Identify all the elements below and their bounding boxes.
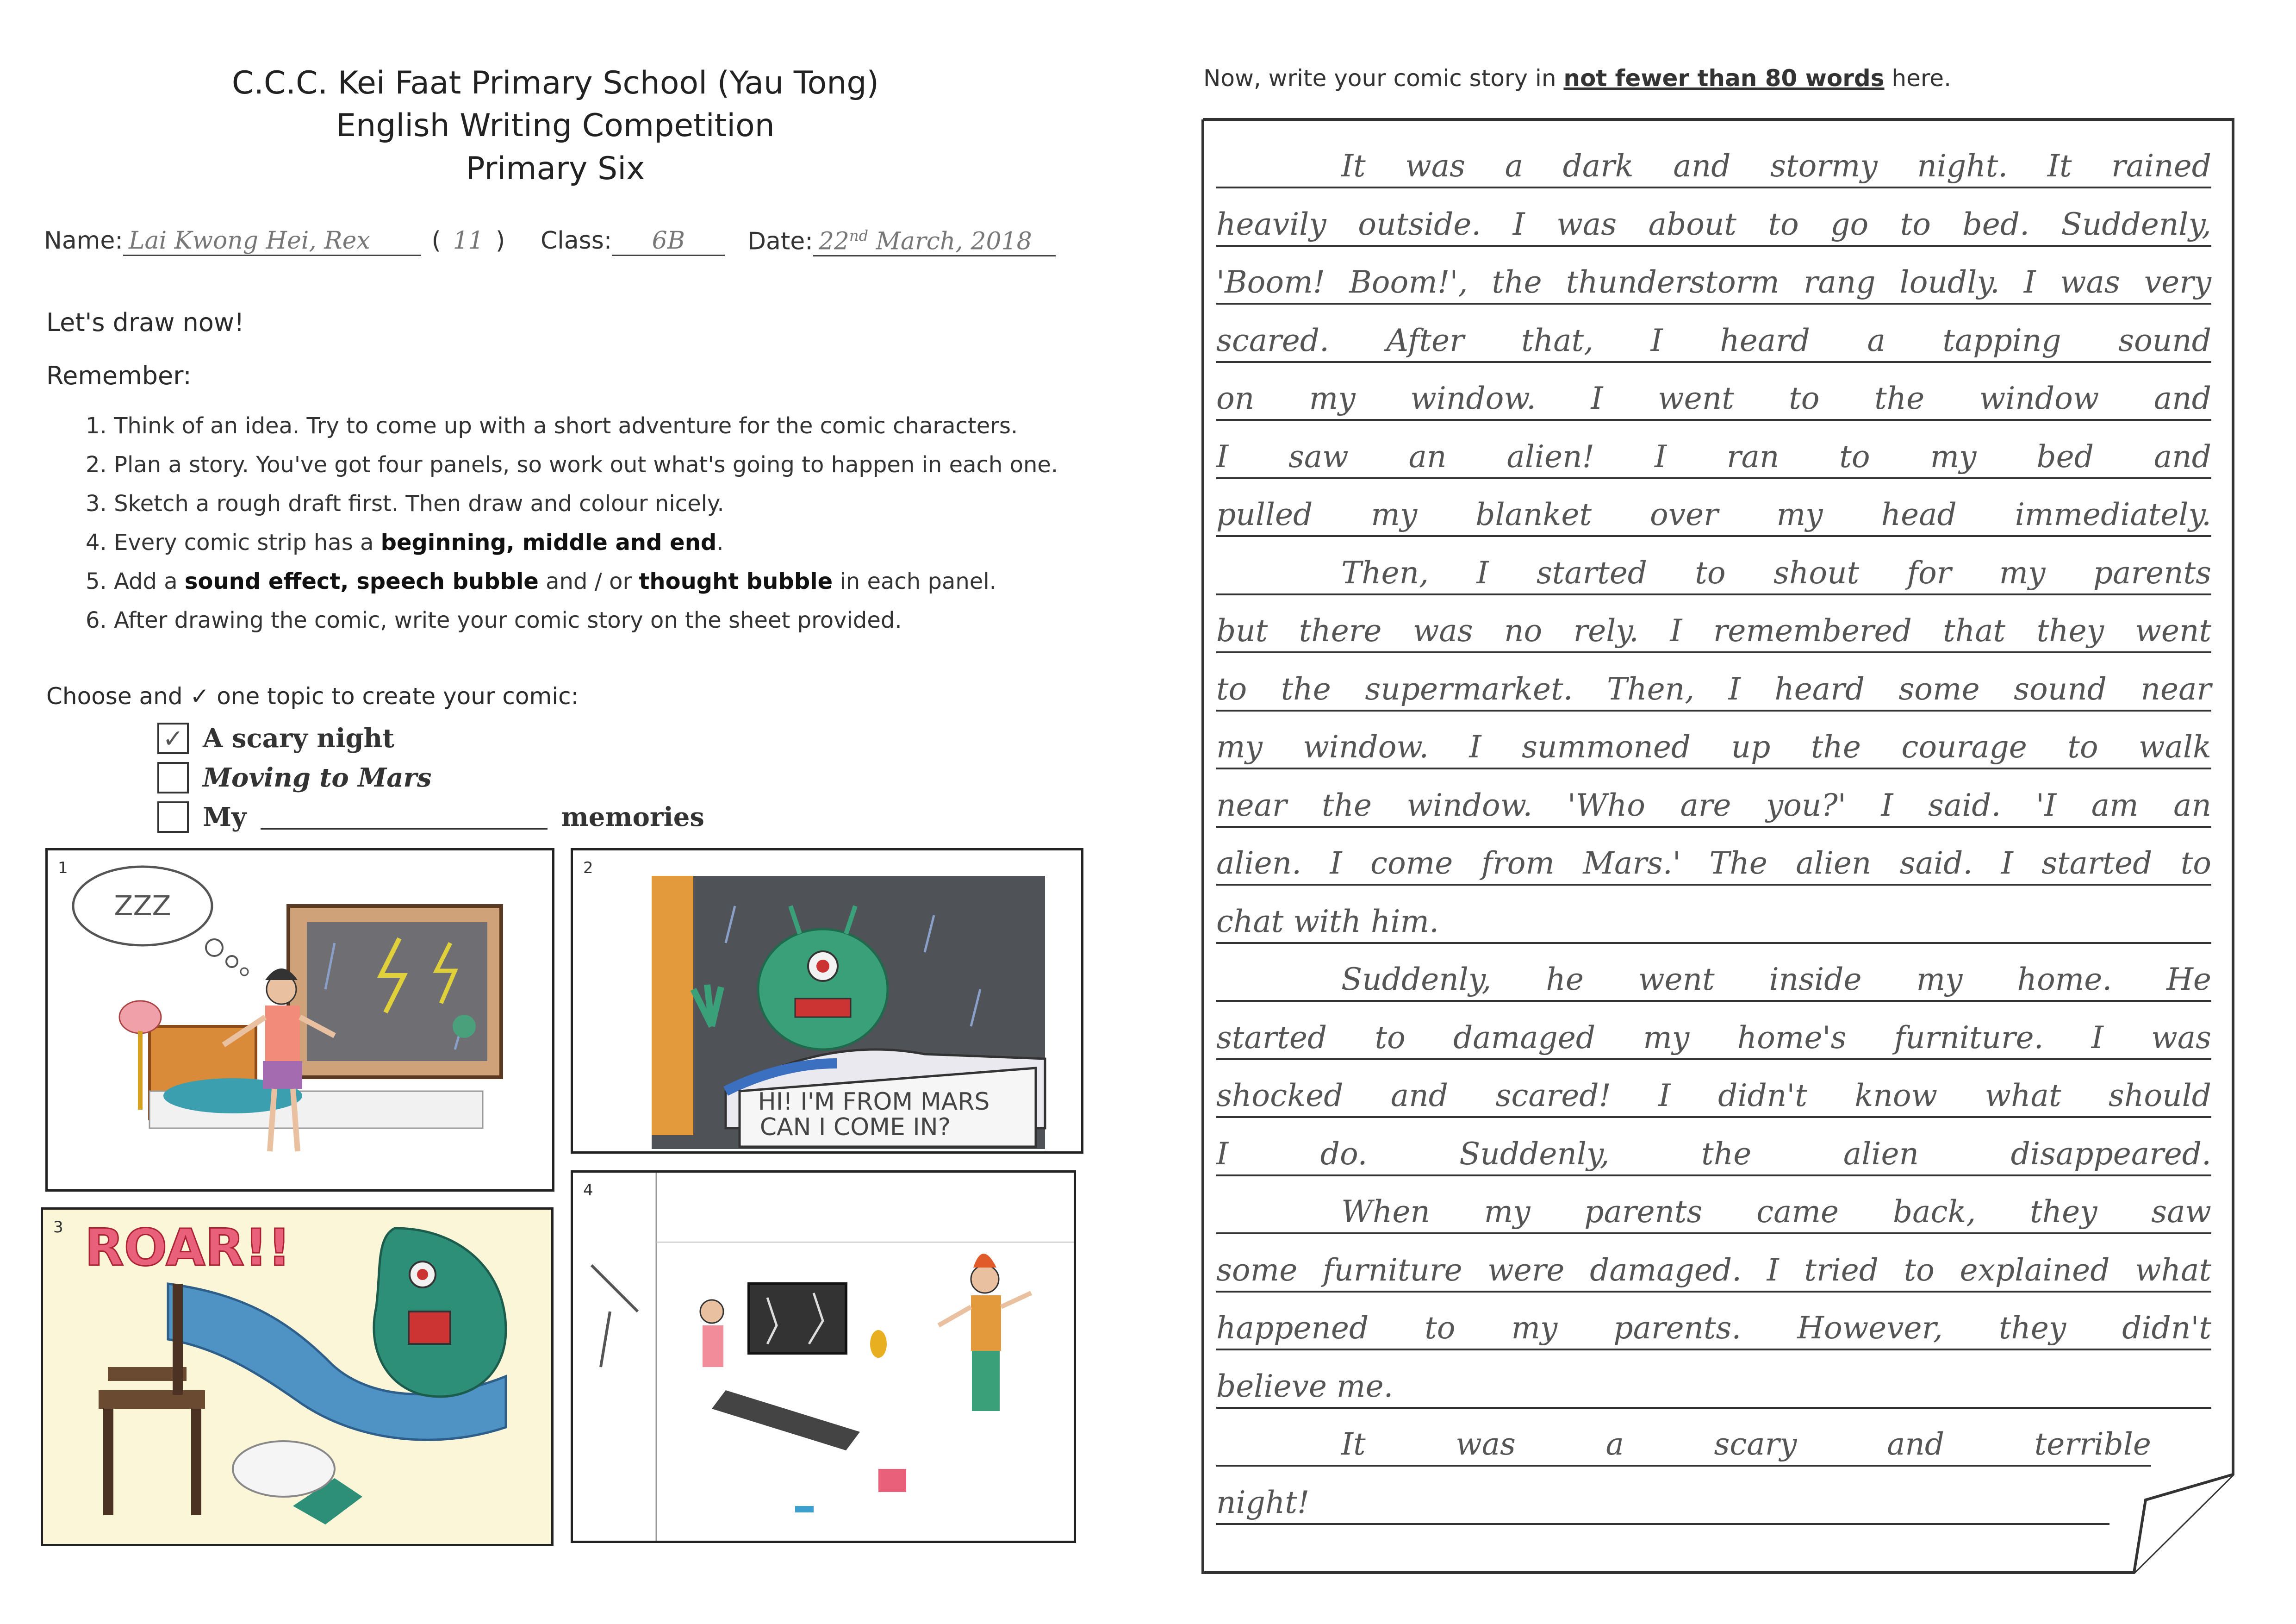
- story-line: I do. Suddenly, the alien disappeared.: [1216, 1124, 2211, 1176]
- story-line: Then, I started to shout for my parents: [1216, 543, 2211, 595]
- checkbox-checked[interactable]: ✓: [157, 723, 189, 754]
- story-line: shocked and scared! I didn't know what should: [1216, 1066, 2211, 1118]
- story-line: to the supermarket. Then, I heard some sound near: [1216, 660, 2211, 712]
- class-field: [541, 227, 725, 256]
- competition-title: English Writing Competition: [336, 107, 775, 144]
- comic-panel-1: [45, 848, 554, 1192]
- school-name: C.C.C. Kei Faat Primary School (Yau Tong): [231, 65, 879, 101]
- step-6: 6. After drawing the comic, write your comic story on the sheet provided.: [86, 607, 902, 633]
- date-field: [747, 227, 1056, 256]
- panel-2-drawing: [573, 850, 1081, 1151]
- class-number: 11: [453, 227, 484, 255]
- date-day: 22: [818, 227, 849, 256]
- thought-bubble-text: ZZZ: [114, 890, 171, 922]
- story-line: Suddenly, he went inside my home. He: [1216, 950, 2211, 1002]
- panel-4-drawing: [573, 1173, 1074, 1541]
- step-3: 3. Sketch a rough draft first. Then draw and colour nicely.: [86, 491, 724, 517]
- panel-3-drawing: [43, 1210, 551, 1544]
- panel-number: 2: [583, 859, 593, 877]
- level-title: Primary Six: [466, 150, 645, 187]
- topic-label: Moving to Mars: [203, 762, 432, 793]
- story-line: night!: [1216, 1473, 2109, 1525]
- step-2: 2. Plan a story. You've got four panels, so work out what's going to happen in each one.: [86, 452, 1058, 478]
- panel-number: 1: [58, 859, 68, 877]
- date-rest: March, 2018: [876, 227, 1032, 256]
- panel-number: 3: [53, 1218, 63, 1237]
- name-value: Lai Kwong Hei, Rex: [128, 227, 370, 255]
- topic-label-post: memories: [561, 802, 704, 832]
- sound-effect-text: ROAR!!: [85, 1218, 291, 1277]
- story-line: some furniture were damaged. I tried to explained what: [1216, 1241, 2211, 1293]
- class-label: Class:: [541, 227, 612, 255]
- topic-option-1[interactable]: [157, 722, 394, 755]
- name-label: Name:: [44, 227, 123, 255]
- date-label: Date:: [747, 227, 813, 256]
- panel-1-drawing: [48, 850, 552, 1189]
- intro-text: Let's draw now!: [46, 308, 244, 337]
- comic-panel-2: [571, 848, 1083, 1154]
- story-line: but there was no rely. I remembered that they went: [1216, 601, 2211, 653]
- story-line: alien. I come from Mars.' The alien said. I started to: [1216, 834, 2211, 886]
- story-line: When my parents came back, they saw: [1216, 1182, 2211, 1234]
- speech-text-line-1: HI! I'M FROM MARS: [758, 1088, 990, 1116]
- comic-panel-3: [41, 1207, 554, 1546]
- story-line: scared. After that, I heard a tapping sound: [1216, 311, 2211, 363]
- story-line: It was a dark and stormy night. It rained: [1216, 137, 2211, 188]
- step-5: 5. Add a sound effect, speech bubble and / or thought bubble in each panel.: [86, 568, 996, 594]
- comic-panel-4: [571, 1170, 1076, 1543]
- speech-text-line-2: CAN I COME IN?: [759, 1113, 951, 1141]
- panel-number: 4: [583, 1181, 593, 1199]
- story-line: heavily outside. I was about to go to bed. Suddenly,: [1216, 195, 2211, 247]
- date-suffix: nd: [849, 227, 869, 244]
- step-1: 1. Think of an idea. Try to come up with a short adventure for the comic characters.: [86, 413, 1018, 439]
- word-count-requirement: not fewer than 80 words: [1563, 65, 1885, 92]
- story-line: I saw an alien! I ran to my bed and: [1216, 427, 2211, 479]
- story-line: It was a scary and terrible: [1216, 1415, 2151, 1467]
- topic-option-3[interactable]: [157, 801, 704, 833]
- story-line: on my window. I went to the window and: [1216, 369, 2211, 421]
- story-instruction: Now, write your comic story in not fewer than 80 words here.: [1203, 65, 1951, 92]
- class-value: 6B: [652, 227, 685, 255]
- name-field: Name: Lai Kwong Hei, Rex ( 11 ): [44, 227, 505, 256]
- choose-topic-label: Choose and ✓ one topic to create your comic:: [46, 683, 579, 710]
- topic-option-2[interactable]: [157, 762, 432, 794]
- remember-label: Remember:: [46, 361, 192, 390]
- story-line: happened to my parents. However, they didn't: [1216, 1299, 2211, 1350]
- story-line: pulled my blanket over my head immediately.: [1216, 485, 2211, 537]
- topic-label: A scary night: [203, 723, 395, 754]
- story-line: my window. I summoned up the courage to walk: [1216, 718, 2211, 769]
- story-line: near the window. 'Who are you?' I said. 'I am an: [1216, 776, 2211, 828]
- story-line: believe me.: [1216, 1357, 2211, 1409]
- topic-label-pre: My: [203, 802, 247, 832]
- story-line: chat with him.: [1216, 892, 2211, 944]
- story-line: 'Boom! Boom!', the thunderstorm rang loudly. I was very: [1216, 253, 2211, 305]
- checkbox[interactable]: [157, 801, 189, 833]
- story-line: started to damaged my home's furniture. I was: [1216, 1008, 2211, 1060]
- checkbox[interactable]: [157, 762, 189, 793]
- step-4: 4. Every comic strip has a beginning, middle and end.: [86, 530, 724, 556]
- topic-blank: [261, 805, 548, 830]
